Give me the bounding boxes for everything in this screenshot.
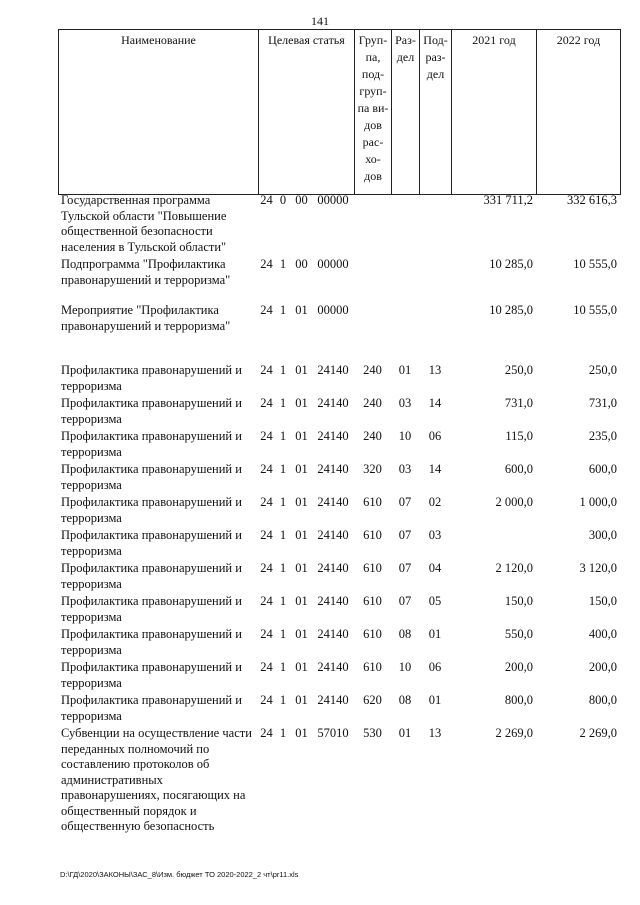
header-2022: 2022 год bbox=[537, 30, 621, 195]
target-code-1: 24 bbox=[260, 462, 273, 476]
expense-group: 610 bbox=[363, 660, 382, 674]
expense-group: 610 bbox=[363, 561, 382, 575]
section-code: 07 bbox=[398, 561, 412, 575]
header-name: Наименование bbox=[59, 30, 259, 195]
subsection-code: 04 bbox=[428, 561, 442, 575]
header-section: Раз- дел bbox=[392, 30, 420, 195]
value-2022: 1 000,0 bbox=[579, 495, 617, 509]
expense-group: 610 bbox=[363, 528, 382, 542]
table-row bbox=[58, 693, 620, 726]
section-code: 07 bbox=[398, 528, 412, 542]
target-code-2: 1 bbox=[279, 303, 287, 317]
subsection-code: 13 bbox=[428, 726, 442, 740]
target-code-2: 1 bbox=[279, 726, 287, 740]
table-row bbox=[58, 495, 620, 528]
target-code-2: 0 bbox=[279, 193, 287, 207]
target-code-1: 24 bbox=[260, 660, 273, 674]
value-2021: 550,0 bbox=[504, 627, 533, 641]
expense-group: 610 bbox=[363, 627, 382, 641]
section-code bbox=[391, 257, 419, 303]
expense-group bbox=[354, 193, 391, 257]
value-2022: 250,0 bbox=[588, 363, 617, 377]
target-code-2: 1 bbox=[279, 561, 287, 575]
page-number: 141 bbox=[311, 14, 329, 28]
expense-group bbox=[354, 257, 391, 303]
value-2022: 600,0 bbox=[588, 462, 617, 476]
section-code: 01 bbox=[398, 726, 412, 740]
table-row bbox=[58, 303, 620, 363]
target-code-4: 24140 bbox=[317, 561, 349, 575]
row-name: Профилактика правонарушений и терроризма bbox=[61, 660, 242, 690]
table-row bbox=[58, 193, 620, 257]
target-code-4: 00000 bbox=[317, 193, 349, 207]
row-name: Мероприятие "Профилактика правонарушений и терроризма" bbox=[61, 303, 231, 333]
header-group: Груп- па, под- груп- па ви- дов рас- хо- дов bbox=[355, 30, 392, 195]
target-code-4: 00000 bbox=[317, 303, 349, 317]
target-code-4: 24140 bbox=[317, 660, 349, 674]
value-2021: 150,0 bbox=[504, 594, 533, 608]
section-code: 07 bbox=[398, 495, 412, 509]
table-row bbox=[58, 660, 620, 693]
target-code-3: 01 bbox=[295, 726, 308, 740]
table-row bbox=[58, 363, 620, 396]
target-code-2: 1 bbox=[279, 627, 287, 641]
target-code-4: 24140 bbox=[317, 693, 349, 707]
target-code-3: 01 bbox=[295, 693, 308, 707]
subsection-code: 14 bbox=[428, 396, 442, 410]
target-code-2: 1 bbox=[279, 594, 287, 608]
row-name: Профилактика правонарушений и терроризма bbox=[61, 462, 242, 492]
subsection-code: 03 bbox=[428, 528, 442, 542]
expense-group: 610 bbox=[363, 594, 382, 608]
target-code-1: 24 bbox=[260, 363, 273, 377]
target-code-1: 24 bbox=[260, 257, 273, 271]
subsection-code: 14 bbox=[428, 462, 442, 476]
target-code-4: 24140 bbox=[317, 528, 349, 542]
header-subsection: Под- раз- дел bbox=[420, 30, 452, 195]
value-2022: 2 269,0 bbox=[579, 726, 617, 740]
section-code: 08 bbox=[398, 693, 412, 707]
row-name: Профилактика правонарушений и терроризма bbox=[61, 693, 242, 723]
section-code bbox=[391, 193, 419, 257]
section-code: 07 bbox=[398, 594, 412, 608]
row-name: Государственная программа Тульской области "Повышение общественной безопасности населения в Тульской области" bbox=[61, 193, 227, 254]
target-code-2: 1 bbox=[279, 396, 287, 410]
budget-table bbox=[58, 193, 620, 836]
target-code-2: 1 bbox=[279, 495, 287, 509]
value-2021: 200,0 bbox=[504, 660, 533, 674]
target-code-3: 00 bbox=[295, 193, 308, 207]
row-name: Профилактика правонарушений и терроризма bbox=[61, 561, 242, 591]
table-row bbox=[58, 627, 620, 660]
expense-group: 620 bbox=[363, 693, 382, 707]
row-name: Субвенции на осуществление части переданных полномочий по составлению протоколов об административных правонарушениях, посягающих на общественный порядок и общественную безопасность bbox=[61, 726, 252, 833]
value-2022: 400,0 bbox=[588, 627, 617, 641]
table-row bbox=[58, 594, 620, 627]
expense-group: 240 bbox=[363, 363, 382, 377]
value-2021: 10 285,0 bbox=[489, 257, 533, 271]
target-code-3: 01 bbox=[295, 396, 308, 410]
target-code-1: 24 bbox=[260, 495, 273, 509]
target-code-1: 24 bbox=[260, 528, 273, 542]
target-code-4: 24140 bbox=[317, 594, 349, 608]
target-code-4: 24140 bbox=[317, 396, 349, 410]
value-2021 bbox=[451, 528, 536, 561]
value-2022: 10 555,0 bbox=[573, 257, 617, 271]
value-2021: 800,0 bbox=[504, 693, 533, 707]
value-2021: 600,0 bbox=[504, 462, 533, 476]
value-2022: 332 616,3 bbox=[567, 193, 617, 207]
value-2022: 200,0 bbox=[588, 660, 617, 674]
value-2022: 150,0 bbox=[588, 594, 617, 608]
target-code-4: 00000 bbox=[317, 257, 349, 271]
value-2022: 800,0 bbox=[588, 693, 617, 707]
row-name: Профилактика правонарушений и терроризма bbox=[61, 627, 242, 657]
subsection-code: 01 bbox=[428, 627, 442, 641]
row-name: Профилактика правонарушений и терроризма bbox=[61, 528, 242, 558]
subsection-code: 06 bbox=[428, 660, 442, 674]
row-name: Профилактика правонарушений и терроризма bbox=[61, 429, 242, 459]
header-target: Целевая статья bbox=[259, 30, 355, 195]
target-code-1: 24 bbox=[260, 726, 273, 740]
section-code: 03 bbox=[398, 396, 412, 410]
value-2021: 331 711,2 bbox=[483, 193, 533, 207]
value-2021: 10 285,0 bbox=[489, 303, 533, 317]
expense-group: 240 bbox=[363, 429, 382, 443]
target-code-4: 24140 bbox=[317, 462, 349, 476]
target-code-1: 24 bbox=[260, 693, 273, 707]
target-code-2: 1 bbox=[279, 462, 287, 476]
target-code-2: 1 bbox=[279, 693, 287, 707]
target-code-3: 01 bbox=[295, 462, 308, 476]
target-code-2: 1 bbox=[279, 528, 287, 542]
expense-group: 240 bbox=[363, 396, 382, 410]
subsection-code bbox=[419, 303, 451, 363]
target-code-3: 01 bbox=[295, 594, 308, 608]
target-code-4: 24140 bbox=[317, 495, 349, 509]
table-row bbox=[58, 429, 620, 462]
subsection-code: 01 bbox=[428, 693, 442, 707]
section-code: 08 bbox=[398, 627, 412, 641]
expense-group: 320 bbox=[363, 462, 382, 476]
value-2022: 3 120,0 bbox=[579, 561, 617, 575]
table-row bbox=[58, 257, 620, 303]
row-name: Профилактика правонарушений и терроризма bbox=[61, 495, 242, 525]
table-row bbox=[58, 726, 620, 836]
expense-group: 530 bbox=[363, 726, 382, 740]
target-code-4: 57010 bbox=[317, 726, 349, 740]
header-2021: 2021 год bbox=[452, 30, 537, 195]
target-code-3: 01 bbox=[295, 528, 308, 542]
target-code-3: 01 bbox=[295, 303, 308, 317]
target-code-2: 1 bbox=[279, 257, 287, 271]
table-row bbox=[58, 561, 620, 594]
table-row bbox=[58, 528, 620, 561]
target-code-2: 1 bbox=[279, 660, 287, 674]
row-name: Профилактика правонарушений и терроризма bbox=[61, 396, 242, 426]
subsection-code: 02 bbox=[428, 495, 442, 509]
target-code-1: 24 bbox=[260, 627, 273, 641]
target-code-2: 1 bbox=[279, 363, 287, 377]
subsection-code bbox=[419, 193, 451, 257]
value-2022: 10 555,0 bbox=[573, 303, 617, 317]
target-code-1: 24 bbox=[260, 561, 273, 575]
target-code-3: 01 bbox=[295, 561, 308, 575]
target-code-4: 24140 bbox=[317, 429, 349, 443]
value-2021: 115,0 bbox=[505, 429, 533, 443]
file-path-footer: D:\ГД\2020\ЗАКОНЫ\ЗАС_8\Изм. бюджет ТО 2020-2022_2 чт\pr11.xls bbox=[60, 870, 299, 879]
subsection-code: 13 bbox=[428, 363, 442, 377]
subsection-code: 06 bbox=[428, 429, 442, 443]
table-row bbox=[58, 396, 620, 429]
value-2021: 2 000,0 bbox=[495, 495, 533, 509]
target-code-3: 01 bbox=[295, 660, 308, 674]
expense-group bbox=[354, 303, 391, 363]
section-code: 01 bbox=[398, 363, 412, 377]
target-code-3: 01 bbox=[295, 495, 308, 509]
target-code-3: 01 bbox=[295, 627, 308, 641]
section-code: 10 bbox=[398, 660, 412, 674]
target-code-1: 24 bbox=[260, 594, 273, 608]
section-code bbox=[391, 303, 419, 363]
target-code-1: 24 bbox=[260, 193, 273, 207]
target-code-3: 01 bbox=[295, 429, 308, 443]
target-code-3: 00 bbox=[295, 257, 308, 271]
value-2021: 250,0 bbox=[504, 363, 533, 377]
row-name: Подпрограмма "Профилактика правонарушений и терроризма" bbox=[61, 257, 231, 287]
target-code-1: 24 bbox=[260, 303, 273, 317]
value-2022: 731,0 bbox=[588, 396, 617, 410]
value-2021: 731,0 bbox=[504, 396, 533, 410]
subsection-code bbox=[419, 257, 451, 303]
expense-group: 610 bbox=[363, 495, 382, 509]
target-code-2: 1 bbox=[279, 429, 287, 443]
subsection-code: 05 bbox=[428, 594, 442, 608]
target-code-4: 24140 bbox=[317, 363, 349, 377]
value-2021: 2 120,0 bbox=[495, 561, 533, 575]
section-code: 10 bbox=[398, 429, 412, 443]
table-header bbox=[58, 29, 621, 195]
value-2022: 235,0 bbox=[588, 429, 617, 443]
target-code-1: 24 bbox=[260, 396, 273, 410]
value-2021: 2 269,0 bbox=[495, 726, 533, 740]
row-name: Профилактика правонарушений и терроризма bbox=[61, 594, 242, 624]
value-2022: 300,0 bbox=[588, 528, 617, 542]
table-row bbox=[58, 462, 620, 495]
target-code-4: 24140 bbox=[317, 627, 349, 641]
section-code: 03 bbox=[398, 462, 412, 476]
target-code-1: 24 bbox=[260, 429, 273, 443]
target-code-3: 01 bbox=[295, 363, 308, 377]
row-name: Профилактика правонарушений и терроризма bbox=[61, 363, 242, 393]
